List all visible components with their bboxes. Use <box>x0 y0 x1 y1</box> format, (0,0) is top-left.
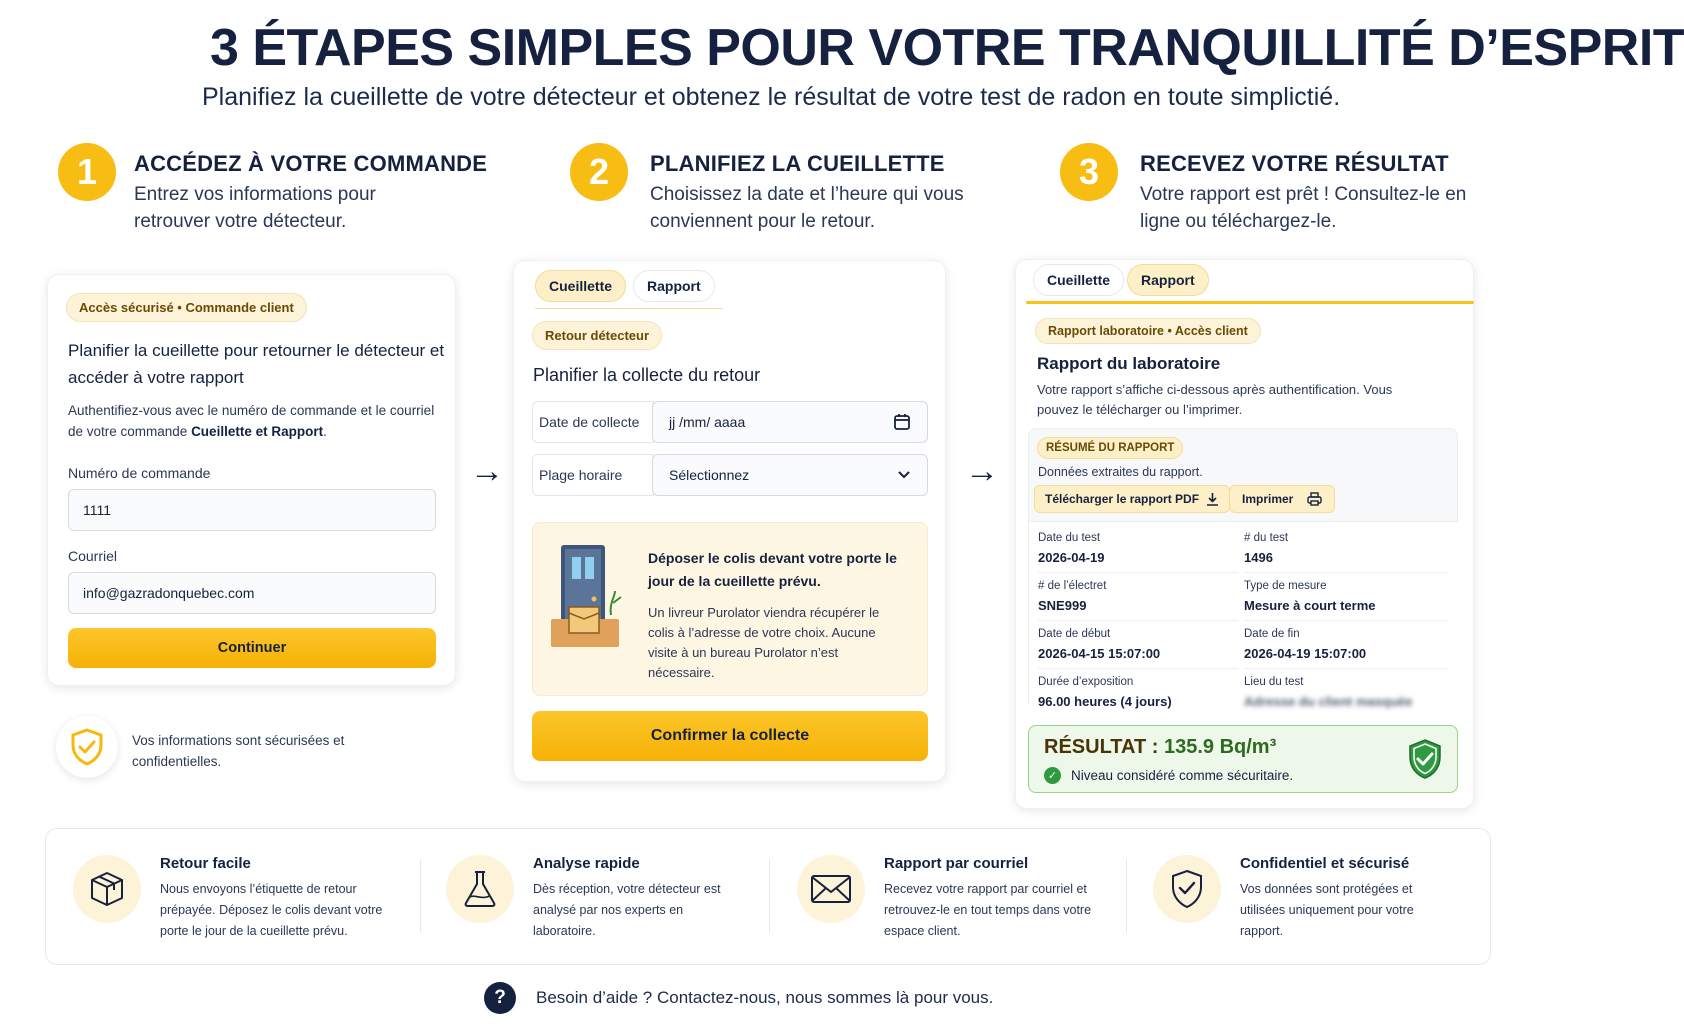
tab-rapport[interactable]: Rapport <box>633 270 715 302</box>
feature-email-report <box>797 829 1127 966</box>
continue-button[interactable]: Continuer <box>68 628 436 668</box>
summary-label: RÉSUMÉ DU RAPPORT <box>1037 437 1183 459</box>
report-fields-grid <box>1029 521 1459 711</box>
result-title: RÉSULTAT : 135.9 Bq/m³ <box>1044 736 1277 758</box>
secure-note-text: Vos informations sont sécurisées et confidentielles. <box>132 733 345 769</box>
step-description: Entrez vos informations pour retrouver votre détecteur. <box>134 184 376 232</box>
step-title: ACCÉDEZ À VOTRE COMMANDE <box>134 151 488 176</box>
pickup-date-input[interactable] <box>652 401 928 443</box>
divider <box>1244 668 1449 669</box>
order-number-input[interactable] <box>68 489 436 531</box>
print-label: Imprimer <box>1242 492 1294 506</box>
report-field: Date de fin 2026-04-19 15:07:00 <box>1244 628 1367 661</box>
secure-access-badge: Accès sécurisé • Commande client <box>66 293 307 322</box>
door-package-illustration-icon <box>551 541 625 651</box>
calendar-icon[interactable] <box>893 413 911 431</box>
feature-text: Dès réception, votre détecteur est analysé par nos experts en laboratoire. <box>533 882 721 938</box>
tab-cueillette[interactable]: Cueillette <box>1033 264 1124 296</box>
report-field: Lieu du test Adresse du client masquée <box>1244 676 1449 709</box>
step-number: 3 <box>1060 143 1118 201</box>
order-number-label: Numéro de commande <box>68 465 211 481</box>
active-tab-bar <box>1026 301 1474 304</box>
divider <box>1038 620 1238 621</box>
time-slot-label: Plage horaire <box>532 454 654 496</box>
report-field: Type de mesure Mesure à court terme <box>1244 580 1376 613</box>
box-icon <box>73 855 141 923</box>
secure-note <box>56 716 386 780</box>
doorstep-info-text: Un livreur Purolator viendra récupérer le colis à l’adresse de votre choix. Aucune visite à un bureau Purolator n’est nécessaire. <box>648 605 880 680</box>
chevron-down-icon <box>897 470 911 480</box>
report-field: # de l’électret SNE999 <box>1038 580 1107 613</box>
email-input[interactable] <box>68 572 436 614</box>
lab-report-title: Rapport du laboratoire <box>1037 354 1221 373</box>
pickup-title: Planifier la collecte du retour <box>533 365 761 385</box>
result-box <box>1028 725 1458 793</box>
report-field: Durée d’exposition 96.00 heures (4 jours) <box>1038 676 1172 709</box>
pickup-card <box>513 260 946 782</box>
access-order-card <box>47 274 456 686</box>
page-subtitle: Planifiez la cueillette de votre détecteur et obtenez le résultat de votre test de radon en toute simplictié. <box>202 83 1341 111</box>
summary-subtitle: Données extraites du rapport. <box>1038 465 1203 479</box>
tab-rapport[interactable]: Rapport <box>1127 264 1209 296</box>
divider <box>769 859 770 933</box>
confirm-pickup-button[interactable]: Confirmer la collecte <box>532 711 928 761</box>
step-description: Choisissez la date et l’heure qui vous conviennent pour le retour. <box>650 184 964 232</box>
pickup-date-label: Date de collecte <box>532 401 654 443</box>
step-number: 1 <box>58 143 116 201</box>
shield-check-icon <box>1153 855 1221 923</box>
flask-icon <box>446 855 514 923</box>
time-slot-select[interactable] <box>652 454 928 496</box>
return-badge: Retour détecteur <box>532 321 662 350</box>
report-summary <box>1028 428 1458 710</box>
lab-report-badge: Rapport laboratoire • Accès client <box>1035 318 1261 344</box>
doorstep-info-title: Déposer le colis devant votre porte le jour de la cueillette prévu. <box>648 550 897 589</box>
feature-text: Recevez votre rapport par courriel et retrouvez-le en tout temps dans votre espace client. <box>884 882 1092 938</box>
arrow-right-icon: → <box>470 452 504 490</box>
divider <box>1038 572 1238 573</box>
feature-text: Nous envoyons l’étiquette de retour prépayée. Déposez le colis devant votre porte le jour de la cueillette prévu. <box>160 882 383 938</box>
features-band <box>45 828 1491 965</box>
test-location-redacted: Adresse du client masquée <box>1244 694 1413 709</box>
feature-title: Analyse rapide <box>533 855 640 872</box>
envelope-icon <box>797 855 865 923</box>
step-title: PLANIFIEZ LA CUEILLETTE <box>650 151 945 176</box>
check-icon: ✓ <box>1044 767 1061 784</box>
page-title: 3 ÉTAPES SIMPLES POUR VOTRE TRANQUILLITÉ D’ESPRIT <box>210 19 1684 77</box>
time-slot-value: Sélectionnez <box>669 467 750 483</box>
help-icon[interactable]: ? <box>484 982 516 1014</box>
tab-cueillette[interactable]: Cueillette <box>535 270 626 302</box>
feature-confidential <box>1153 829 1473 966</box>
email-label: Courriel <box>68 548 118 564</box>
feature-text: Vos données sont protégées et utilisées uniquement pour votre rapport. <box>1240 882 1414 938</box>
result-note: ✓ Niveau considéré comme sécuritaire. <box>1044 767 1293 784</box>
step-description: Votre rapport est prêt ! Consultez-le en ligne ou téléchargez-le. <box>1140 184 1467 232</box>
tab-underline <box>535 308 723 309</box>
shield-check-icon <box>1407 738 1443 780</box>
access-card-help: Authentifiez-vous avec le numéro de commande et le courriel de votre commande Cueillette et Rapport. <box>68 403 435 439</box>
report-card <box>1015 259 1474 809</box>
download-pdf-button[interactable] <box>1034 485 1230 513</box>
feature-title: Confidentiel et sécurisé <box>1240 855 1410 872</box>
divider <box>1126 859 1127 933</box>
print-button[interactable] <box>1229 485 1335 513</box>
doorstep-info-box <box>532 522 928 696</box>
divider <box>420 859 421 933</box>
lab-report-description: Votre rapport s’affiche ci-dessous après authentification. Vous pouvez le télécharger ou l’imprimer. <box>1037 382 1393 417</box>
feature-title: Rapport par courriel <box>884 855 1029 872</box>
download-icon <box>1206 492 1219 506</box>
feature-easy-return <box>73 829 413 966</box>
shield-icon <box>56 716 118 778</box>
download-pdf-label: Télécharger le rapport PDF <box>1045 492 1200 506</box>
feature-title: Retour facile <box>160 855 251 872</box>
access-card-title: Planifier la cueillette pour retourner le détecteur et accéder à votre rapport <box>68 341 445 387</box>
result-value: 135.9 Bq/m³ <box>1163 736 1277 758</box>
pickup-date-placeholder: jj /mm/ aaaa <box>669 414 746 430</box>
report-field: # du test 1496 <box>1244 532 1289 565</box>
divider <box>1244 620 1449 621</box>
step-number: 2 <box>570 143 628 201</box>
help-footer[interactable] <box>484 982 993 1014</box>
help-text[interactable]: Besoin d’aide ? Contactez-nous, nous sommes là pour vous. <box>536 988 994 1007</box>
feature-fast-analysis <box>446 829 766 966</box>
report-field: Date du test 2026-04-19 <box>1038 532 1105 565</box>
divider <box>1244 572 1449 573</box>
printer-icon <box>1307 492 1322 506</box>
divider <box>1038 668 1238 669</box>
step-title: RECEVEZ VOTRE RÉSULTAT <box>1140 151 1449 176</box>
arrow-right-icon: → <box>965 452 999 490</box>
report-field: Date de début 2026-04-15 15:07:00 <box>1038 628 1161 661</box>
